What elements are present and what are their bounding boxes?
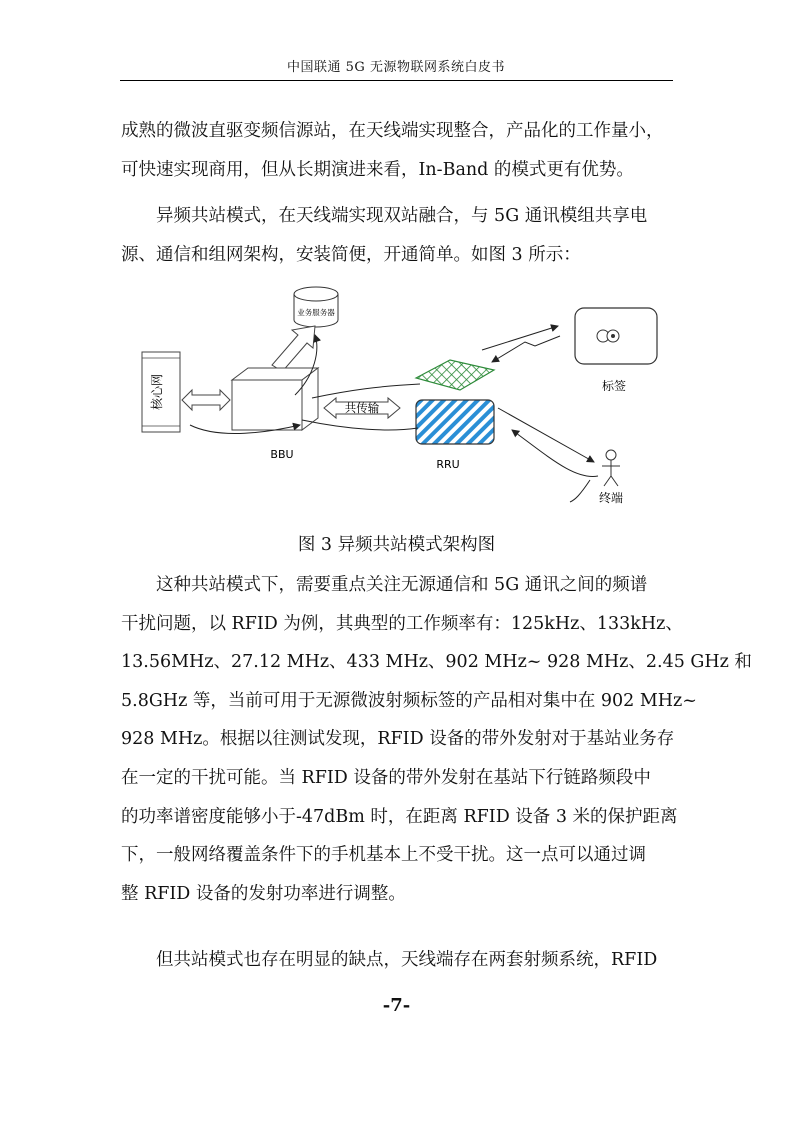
flow-line xyxy=(302,420,418,430)
page-number: -7- xyxy=(382,995,411,1016)
text-line: 这种共站模式下，需要重点关注无源通信和 5G 通讯之间的频谱 xyxy=(156,575,648,595)
tag-device xyxy=(575,308,657,393)
flow-line xyxy=(570,480,590,502)
rru-box xyxy=(416,400,494,471)
shared-transport-label: 共传输 xyxy=(344,401,380,415)
text-line: 可快速实现商用，但从长期演进来看，In-Band 的模式更有优势。 xyxy=(121,159,634,180)
text-line: 干扰问题，以 RFID 为例，其典型的工作频率有：125kHz、133kHz、 xyxy=(121,613,683,634)
bbu-label: BBU xyxy=(270,448,294,461)
core-label: 核心网 xyxy=(150,373,164,411)
rru-label: RRU xyxy=(436,458,460,471)
text-line: 13.56MHz、27.12 MHz、433 MHz、902 MHz~ 928 MHz、2.45 GHz 和 xyxy=(121,652,752,673)
signal-arrow xyxy=(512,430,598,476)
text-line: 下，一般网络覆盖条件下的手机基本上不受干扰。这一点可以通过调 xyxy=(121,845,646,866)
shared-transport-arrow xyxy=(324,398,400,418)
paragraph-3 xyxy=(121,566,752,913)
text-line: 源、通信和组网架构，安装简便，开通简单。如图 3 所示： xyxy=(121,244,581,265)
signal-arrow xyxy=(482,326,558,350)
header-divider xyxy=(120,80,673,81)
text-line: 异频共站模式，在天线端实现双站融合，与 5G 通讯模组共享电 xyxy=(156,206,648,226)
text-line: 的功率谱密度能够小于-47dBm 时，在距离 RFID 设备 3 米的保护距离 xyxy=(121,806,678,827)
page-header: 中国联通 5G 无源物联网系统白皮书 xyxy=(287,60,505,75)
flow-line xyxy=(312,384,420,398)
terminal-person-icon xyxy=(599,450,623,505)
bidirectional-arrow-core xyxy=(182,390,230,410)
core-network-box xyxy=(142,352,180,432)
paragraph-1 xyxy=(121,112,674,189)
tag-label: 标签 xyxy=(601,379,627,393)
terminal-label: 终端 xyxy=(598,491,624,505)
paragraph-2 xyxy=(121,197,674,274)
signal-arrow xyxy=(498,408,594,462)
antenna-icon xyxy=(416,360,494,390)
text-line: 成熟的微波直驱变频信源站，在天线端实现整合，产品化的工作量小， xyxy=(121,121,664,141)
text-line: 928 MHz。根据以往测试发现，RFID 设备的带外发射对于基站业务存 xyxy=(121,729,675,750)
signal-arrow xyxy=(492,336,560,362)
server-label: 业务服务器 xyxy=(297,308,335,317)
architecture-diagram xyxy=(120,280,680,520)
text-line: 但共站模式也存在明显的缺点，天线端存在两套射频系统，RFID xyxy=(156,950,658,970)
text-line: 整 RFID 设备的发射功率进行调整。 xyxy=(121,883,406,904)
text-line: 在一定的干扰可能。当 RFID 设备的带外发射在基站下行链路频段中 xyxy=(121,767,651,788)
paragraph-4 xyxy=(121,941,674,980)
text-line: 5.8GHz 等，当前可用于无源微波射频标签的产品相对集中在 902 MHz~ xyxy=(121,690,697,711)
server-icon xyxy=(294,287,338,327)
figure-caption: 图 3 异频共站模式架构图 xyxy=(297,535,496,555)
